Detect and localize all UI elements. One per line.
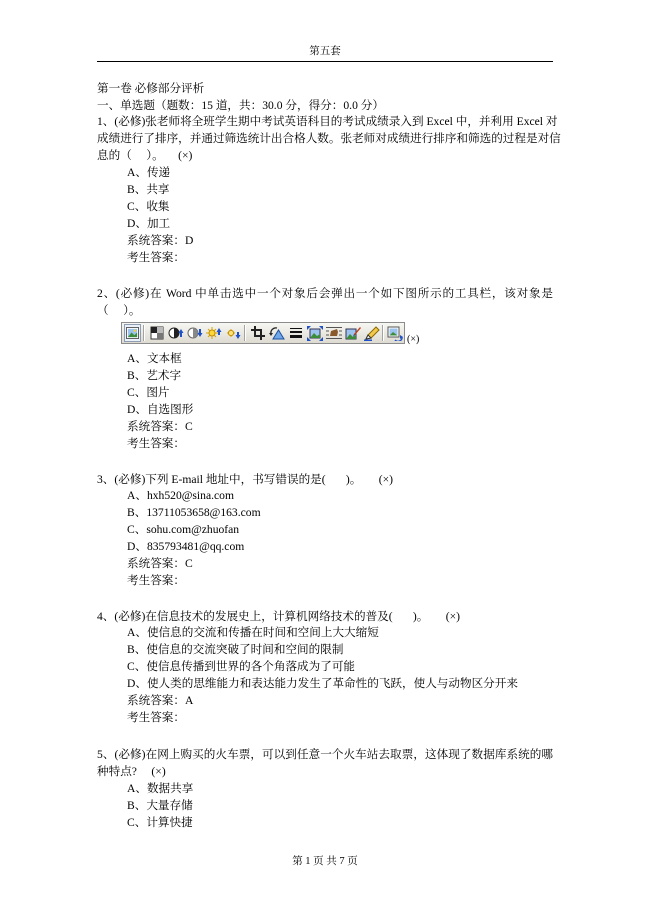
insert-picture-icon <box>124 324 141 342</box>
question-4 <box>97 609 553 727</box>
format-picture-icon <box>343 323 362 343</box>
question-4-option-b: B、使信息的交流突破了时间和空间的限制 <box>127 643 344 657</box>
question-5-option-b: B、大量存储 <box>127 798 193 812</box>
section-subtitle: 一、单选题（题数：15 道，共：30.0 分，得分：0.0 分） <box>97 98 384 112</box>
question-2-system-answer: 系统答案：C <box>127 420 193 433</box>
question-3-option-a: A、hxh520@sina.com <box>127 489 234 503</box>
more-contrast-icon <box>166 323 185 343</box>
question-2 <box>97 285 553 453</box>
more-brightness-icon <box>204 323 223 343</box>
question-1-stem-line-3: 息的（ ）。 (×) <box>97 148 193 162</box>
reset-picture-icon <box>385 323 404 343</box>
question-5-option-a: A、数据共享 <box>127 781 194 795</box>
toolbar-separator <box>141 324 147 342</box>
question-4-option-a: A、使信息的交流和传播在时间和空间上大大缩短 <box>127 626 379 640</box>
question-2-student-answer: 考生答案： <box>127 437 185 450</box>
page-header-title: 第五套 <box>309 46 341 57</box>
question-3-option-d: D、835793481@qq.com <box>127 539 245 553</box>
question-2-wrong-mark: (×) <box>407 333 420 345</box>
question-3-stem-line-1: 3、(必修)下列 E-mail 地址中，书写错误的是( )。 (×) <box>97 472 394 486</box>
question-2-option-a: A、文本框 <box>127 352 182 365</box>
question-1-option-a: A、传递 <box>127 165 171 179</box>
page-number-footer: 第 1 页 共 7 页 <box>292 856 358 867</box>
question-1-stem-line-2: 成绩进行了排序，并通过筛选统计出合格人数。张老师对成绩进行排序和筛选的过程是对信 <box>97 131 561 145</box>
question-4-option-d: D、使人类的思维能力和表达能力发生了革命性的飞跃，使人与动物区分开来 <box>127 676 518 690</box>
set-transparent-color-icon <box>362 323 381 343</box>
question-1-stem-line-1: 1、(必修)张老师将全班学生期中考试英语科目的考试成绩录入到 Excel 中，并利用 Excel 对 <box>97 114 558 128</box>
image-color-icon <box>147 323 166 343</box>
question-3-system-answer: 系统答案：C <box>127 556 193 570</box>
less-brightness-icon <box>223 323 242 343</box>
question-2-stem-line-1: 2、(必修)在 Word 中单击选中一个对象后会弹出一个如下图所示的工具栏，该对象是 <box>97 286 553 300</box>
question-3-student-answer: 考生答案： <box>127 573 185 587</box>
section-title: 第一卷 必修部分评析 <box>97 81 205 95</box>
question-2-figure <box>97 319 553 351</box>
rotate-left-icon <box>267 323 286 343</box>
header-rule <box>97 61 553 62</box>
question-5-stem-line-1: 5、(必修)在网上购买的火车票，可以到任意一个火车站去取票，这体现了数据库系统的哪 <box>97 747 553 761</box>
question-1 <box>97 113 561 266</box>
less-contrast-icon <box>185 323 204 343</box>
question-3-option-c: C、sohu.com@zhuofan <box>127 523 240 537</box>
question-4-student-answer: 考生答案： <box>127 710 185 724</box>
question-1-system-answer: 系统答案：D <box>127 233 194 247</box>
question-4-stem-line-1: 4、(必修)在信息技术的发展史上，计算机网络技术的普及( )。 (×) <box>97 609 461 623</box>
question-4-option-c: C、使信息传播到世界的各个角落成为了可能 <box>127 660 356 674</box>
question-1-student-answer: 考生答案： <box>127 250 185 264</box>
compress-pictures-icon <box>305 323 324 343</box>
question-2-option-d: D、自选图形 <box>127 403 194 416</box>
toolbar-separator <box>242 324 248 342</box>
question-5-option-c: C、计算快捷 <box>127 815 193 829</box>
section-heading <box>97 80 553 114</box>
question-4-system-answer: 系统答案：A <box>127 693 194 707</box>
question-5 <box>97 746 553 831</box>
question-2-option-c: C、图片 <box>127 386 170 399</box>
question-3 <box>97 472 553 590</box>
line-style-icon <box>286 323 305 343</box>
toolbar-separator <box>381 324 385 342</box>
question-1-option-b: B、共享 <box>127 182 170 196</box>
text-wrapping-icon <box>324 323 343 343</box>
question-3-option-b: B、13711053658@163.com <box>127 506 261 520</box>
question-2-option-b: B、艺术字 <box>127 369 182 382</box>
crop-icon <box>248 323 267 343</box>
picture-toolbar-image <box>121 322 405 344</box>
question-1-option-d: D、加工 <box>127 216 171 230</box>
question-2-stem-line-2: （ ）。 <box>97 303 141 317</box>
question-1-option-c: C、收集 <box>127 199 170 213</box>
question-5-stem-line-2: 种特点? (×) <box>97 764 166 778</box>
